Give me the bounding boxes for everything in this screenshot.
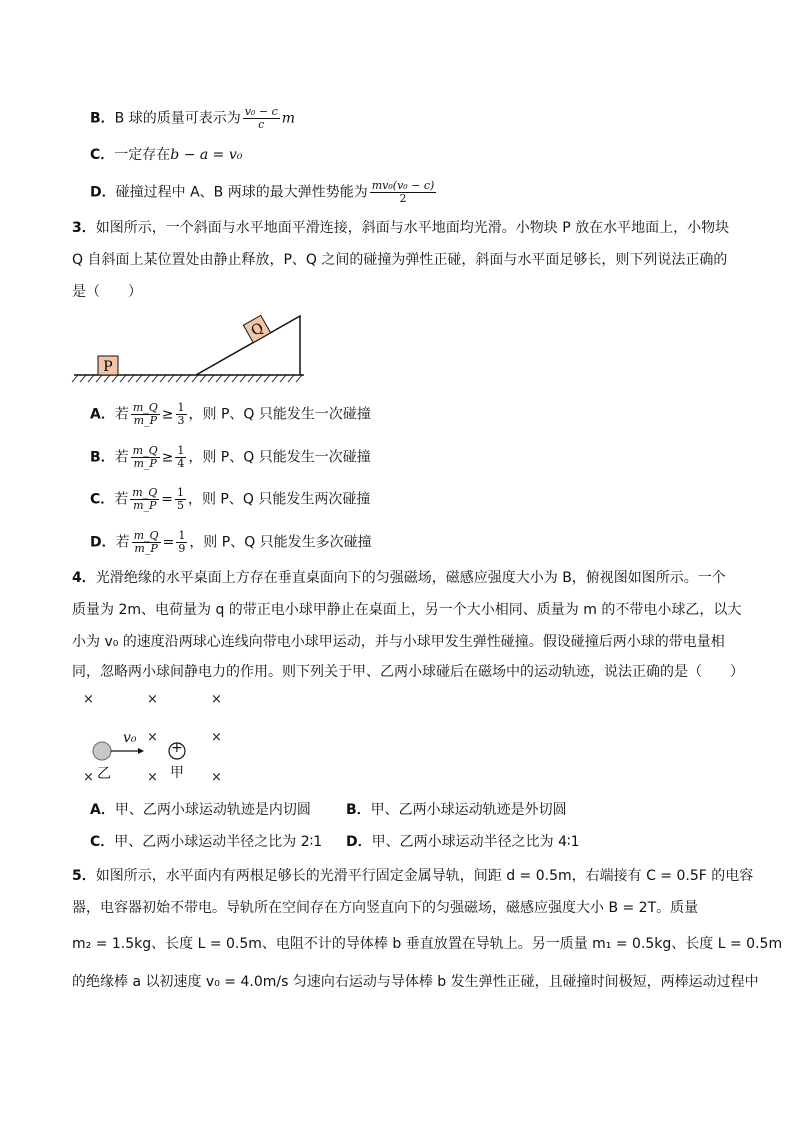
q3-option-a: A．若 $\frac{m\_Q}{m\_P}$ ≥ $\frac{1}{3}$ ，则 P、Q 只能发生一次碰撞 <box>90 401 371 427</box>
q4-options-row2: C．甲、乙两小球运动半径之比为 2∶1 D．甲、乙两小球运动半径之比为 4∶1 <box>90 834 580 850</box>
q5-stem-line4: 的绝缘棒 a 以初速度 v₀ = 4.0m/s 匀速向右运动与导体棒 b 发生弹性正碰，且碰撞时间极短，两棒运动过程中 <box>72 974 759 990</box>
field-cross: × <box>211 692 222 707</box>
ball-yi <box>93 742 111 760</box>
q2-d-fraction: $\frac{\text{mv₀(v₀ − c)}}{2}$ <box>371 179 435 205</box>
velocity-label: v₀ <box>123 730 137 746</box>
q3-stem-line3: 是（ ） <box>72 284 142 300</box>
q5-stem-line3: m₂ = 1.5kg、长度 L = 0.5m、电阻不计的导体棒 b 垂直放置在导轨上。另一质量 m₁ = 0.5kg、长度 L = 0.5m <box>72 936 783 952</box>
q2-option-d: D．碰撞过程中 A、B 两球的最大弹性势能为 $\frac{\text{mv₀(v₀ − c)}}{2}$ <box>90 179 435 205</box>
q4-stem-line2: 质量为 2m、电荷量为 q 的带正电小球甲静止在桌面上，另一个大小相同、质量为 m 的不带电小球乙，以大 <box>72 602 742 618</box>
q4-options-row1: A．甲、乙两小球运动轨迹是内切圆 B．甲、乙两小球运动轨迹是外切圆 <box>90 802 567 818</box>
q3-option-b: B．若 $\frac{m\_Q}{m\_P}$ ≥ $\frac{1}{4}$ ，则 P、Q 只能发生一次碰撞 <box>90 444 371 470</box>
q3-incline-figure <box>70 310 310 385</box>
q4-magnetic-field-figure <box>80 690 240 785</box>
field-cross: × <box>211 730 222 745</box>
block-p-label: P <box>103 359 113 375</box>
q2-option-b: B．B 球的质量可表示为 $\frac{\text{v₀ − c}}{c}$ m <box>90 105 296 131</box>
ball-jia-label: 甲 <box>170 765 184 781</box>
q4-stem-line4: 同，忽略两小球间静电力的作用。则下列关于甲、乙两小球碰后在磁场中的运动轨迹，说法正确的是（ ） <box>72 664 744 680</box>
ball-yi-label: 乙 <box>97 766 111 782</box>
q3-stem-line1: 3．如图所示，一个斜面与水平地面平滑连接，斜面与水平地面均光滑。小物块 P 放在水平地面上，小物块 <box>72 220 730 236</box>
field-cross: × <box>147 730 158 745</box>
q4-stem-line1: 4．光滑绝缘的水平桌面上方存在垂直桌面向下的匀强磁场，磁感应强度大小为 B，俯视图如图所示。一个 <box>72 570 726 586</box>
q4-stem-line3: 小为 v₀ 的速度沿两球心连线向带电小球甲运动，并与小球甲发生弹性碰撞。假设碰撞后两小球的带电量相 <box>72 634 725 650</box>
q2-b-fraction: $\frac{\text{v₀ − c}}{c}$ <box>244 105 278 131</box>
ball-jia-plus: + <box>171 740 183 756</box>
field-cross: × <box>83 770 94 785</box>
field-cross: × <box>147 770 158 785</box>
q3-stem-line2: Q 自斜面上某位置处由静止释放，P、Q 之间的碰撞为弹性正碰，斜面与水平面足够长，则下列说法正确的 <box>72 252 728 268</box>
q3-option-c: C．若 $\frac{m\_Q}{m\_P}$ = $\frac{1}{5}$ ，则 P、Q 只能发生两次碰撞 <box>90 486 371 512</box>
field-cross: × <box>211 770 222 785</box>
q5-stem-line2: 器，电容器初始不带电。导轨所在空间存在方向竖直向下的匀强磁场，磁感应强度大小 B = 2T。质量 <box>72 900 699 916</box>
block-q-label: Q <box>248 320 267 340</box>
q3-option-d: D．若 $\frac{m\_Q}{m\_P}$ = $\frac{1}{9}$ ，则 P、Q 只能发生多次碰撞 <box>90 529 372 555</box>
field-cross: × <box>147 692 158 707</box>
field-cross: × <box>83 692 94 707</box>
q2-option-c: C．一定存在b − a = v₀ <box>90 147 243 163</box>
q5-stem-line1: 5．如图所示，水平面内有两根足够长的光滑平行固定金属导轨，间距 d = 0.5m，右端接有 C = 0.5F 的电容 <box>72 868 754 884</box>
